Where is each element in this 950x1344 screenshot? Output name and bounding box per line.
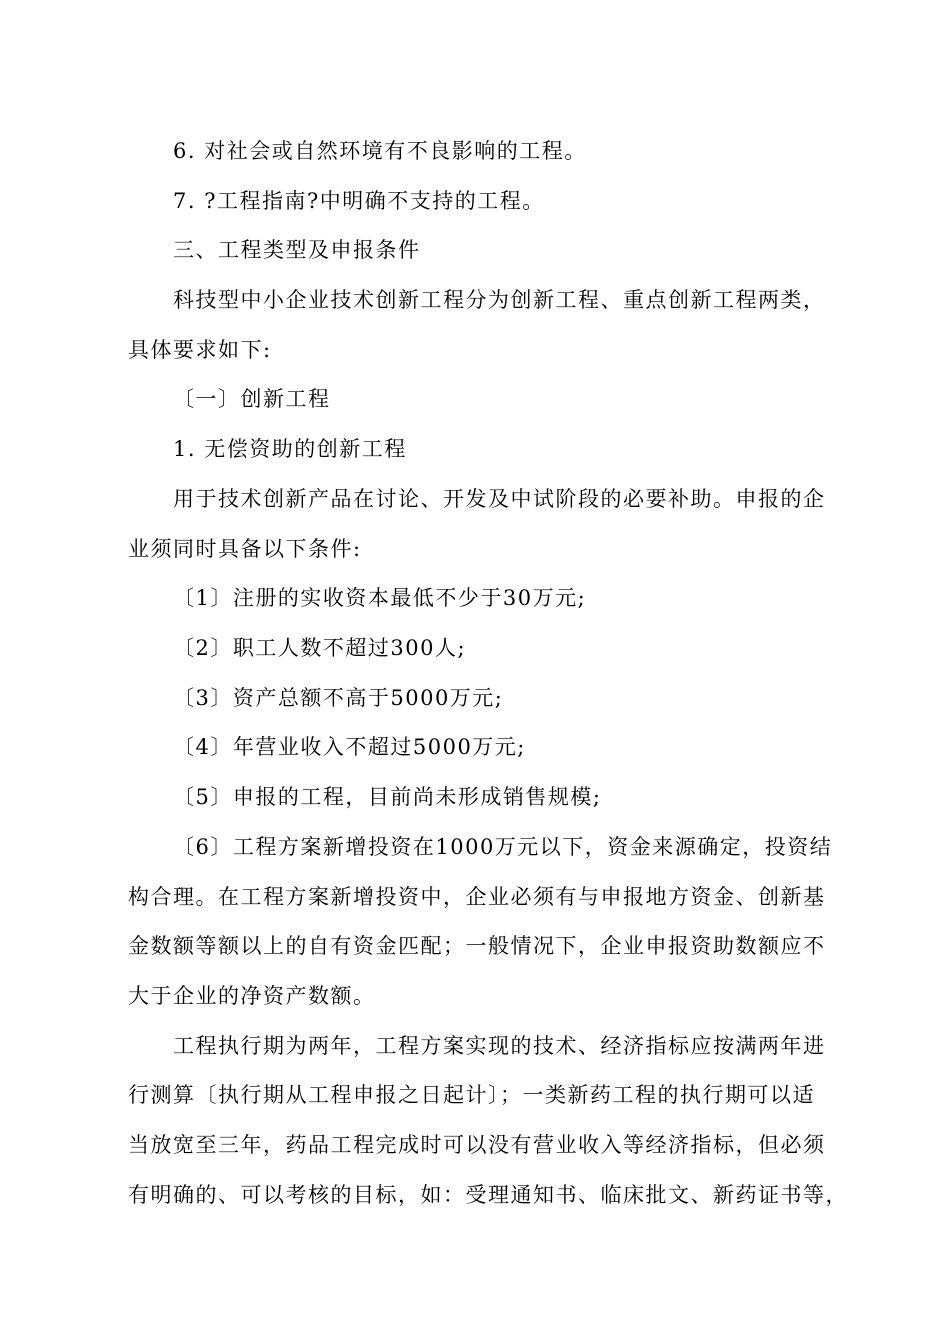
- list-item-7: 7. ?工程指南?中明确不支持的工程。: [173, 189, 545, 213]
- paragraph-line: 用于技术创新产品在讨论、开发及中试阶段的必要补助。申报的企: [173, 487, 826, 511]
- paragraph-line: 当放宽至三年，药品工程完成时可以没有营业收入等经济指标，但必须: [128, 1133, 826, 1157]
- paragraph-line: 构合理。在工程方案新增投资中，企业必须有与申报地方资金、创新基: [128, 885, 826, 909]
- paragraph-line: 行测算〔执行期从工程申报之日起计〕；一类新药工程的执行期可以适: [128, 1083, 815, 1107]
- condition-item: 〔6〕工程方案新增投资在1000万元以下，资金来源确定，投资结: [173, 835, 833, 859]
- paragraph-line: 金数额等额以上的自有资金匹配；一般情况下，企业申报资助数额应不: [128, 934, 826, 958]
- condition-item: 〔2〕职工人数不超过300人;: [173, 636, 467, 660]
- paragraph-line: 工程执行期为两年，工程方案实现的技术、经济指标应按满两年进: [173, 1034, 826, 1058]
- paragraph-line: 科技型中小企业技术创新工程分为创新工程、重点创新工程两类，: [173, 288, 826, 312]
- subsection-heading: 〔一〕创新工程: [173, 387, 331, 411]
- paragraph-line: 有明确的、可以考核的目标，如：受理通知书、临床批文、新药证书等，: [128, 1183, 848, 1207]
- condition-item: 〔1〕注册的实收资本最低不少于30万元;: [173, 586, 587, 610]
- paragraph-line: 大于企业的净资产数额。: [128, 984, 376, 1008]
- condition-item: 〔4〕年营业收入不超过5000万元;: [173, 735, 526, 759]
- condition-item: 〔3〕资产总额不高于5000万元;: [173, 686, 504, 710]
- list-item-6: 6. 对社会或自然环境有不良影响的工程。: [173, 139, 587, 163]
- paragraph-line: 业须同时具备以下条件:: [128, 537, 362, 561]
- condition-item: 〔5〕申报的工程，目前尚未形成销售规模;: [173, 785, 602, 809]
- section-heading: 三、工程类型及申报条件: [173, 238, 421, 262]
- subsection-item: 1. 无偿资助的创新工程: [173, 437, 407, 461]
- paragraph-line: 具体要求如下:: [128, 338, 272, 362]
